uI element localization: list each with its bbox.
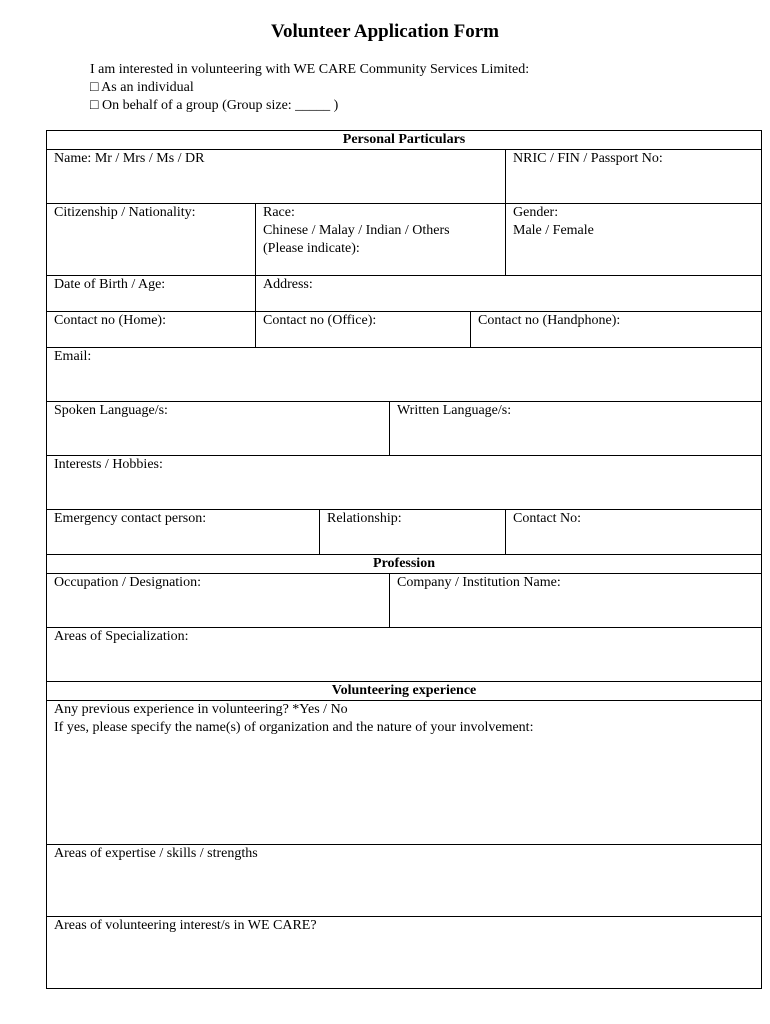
- company-field[interactable]: Company / Institution Name:: [390, 574, 762, 628]
- gender-options: Male / Female: [513, 223, 594, 238]
- dob-field[interactable]: Date of Birth / Age:: [47, 276, 256, 312]
- emergency-contact-no-field[interactable]: Contact No:: [506, 510, 762, 555]
- citizenship-field[interactable]: Citizenship / Nationality:: [47, 204, 256, 276]
- specialization-field[interactable]: Areas of Specialization:: [47, 628, 762, 682]
- expertise-field[interactable]: Areas of expertise / skills / strengths: [47, 845, 762, 917]
- organization-details-prompt: If yes, please specify the name(s) of organization and the nature of your involvement:: [54, 720, 534, 735]
- intro-block: [90, 61, 529, 115]
- race-field[interactable]: [256, 204, 506, 276]
- interests-field[interactable]: Interests / Hobbies:: [47, 456, 762, 510]
- gender-field[interactable]: [506, 204, 762, 276]
- contact-office-field[interactable]: Contact no (Office):: [256, 312, 471, 348]
- section-volunteering-experience: Volunteering experience: [47, 682, 762, 701]
- option-group[interactable]: □ On behalf of a group (Group size: _____ ): [90, 98, 339, 113]
- occupation-field[interactable]: Occupation / Designation:: [47, 574, 390, 628]
- contact-home-field[interactable]: Contact no (Home):: [47, 312, 256, 348]
- option-individual[interactable]: □ As an individual: [90, 80, 194, 95]
- address-field[interactable]: Address:: [256, 276, 762, 312]
- nric-field[interactable]: NRIC / FIN / Passport No:: [506, 150, 762, 204]
- section-profession: Profession: [47, 555, 762, 574]
- volunteering-interest-field[interactable]: Areas of volunteering interest/s in WE CARE?: [47, 917, 762, 989]
- previous-experience-field[interactable]: [47, 701, 762, 845]
- previous-experience-question: Any previous experience in volunteering? *Yes / No: [54, 702, 348, 717]
- gender-label: Gender:: [513, 205, 559, 220]
- race-options: Chinese / Malay / Indian / Others: [263, 223, 450, 238]
- application-form-table: [46, 130, 762, 989]
- race-indicate: (Please indicate):: [263, 241, 360, 256]
- emergency-contact-field[interactable]: Emergency contact person:: [47, 510, 320, 555]
- contact-handphone-field[interactable]: Contact no (Handphone):: [471, 312, 762, 348]
- spoken-language-field[interactable]: Spoken Language/s:: [47, 402, 390, 456]
- written-language-field[interactable]: Written Language/s:: [390, 402, 762, 456]
- form-title: Volunteer Application Form: [270, 21, 499, 42]
- relationship-field[interactable]: Relationship:: [320, 510, 506, 555]
- intro-statement: I am interested in volunteering with WE CARE Community Services Limited:: [90, 62, 530, 77]
- section-personal-particulars: Personal Particulars: [47, 131, 762, 150]
- race-label: Race:: [263, 205, 295, 220]
- name-field[interactable]: Name: Mr / Mrs / Ms / DR: [47, 150, 506, 204]
- email-field[interactable]: Email:: [47, 348, 762, 402]
